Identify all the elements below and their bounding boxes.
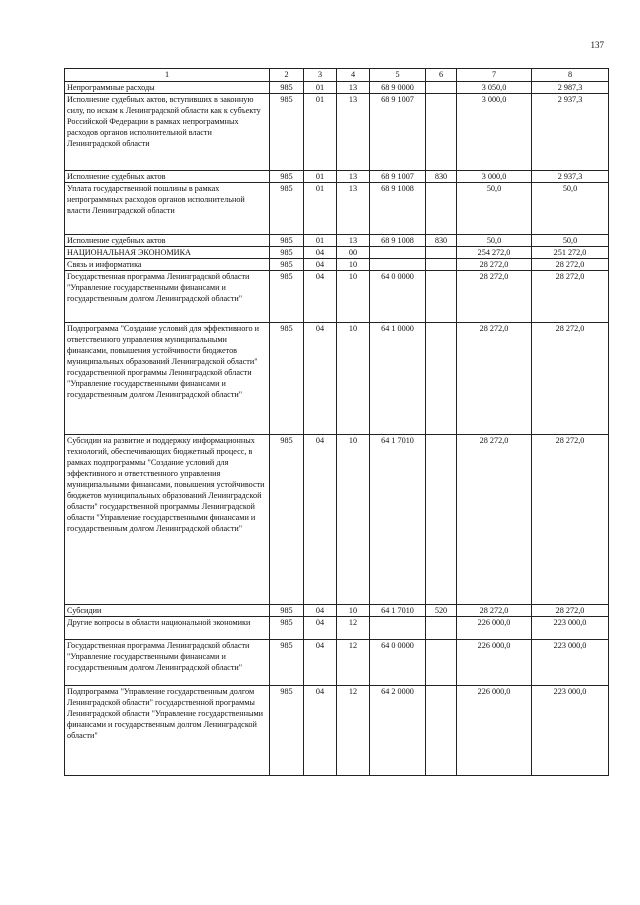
header-cell: 8 bbox=[532, 69, 609, 82]
row-subsection-code: 13 bbox=[337, 235, 370, 247]
row-name: НАЦИОНАЛЬНАЯ ЭКОНОМИКА bbox=[65, 247, 270, 259]
row-admin-code: 985 bbox=[270, 247, 304, 259]
row-admin-code: 985 bbox=[270, 235, 304, 247]
row-amount-plan: 28 272,0 bbox=[457, 605, 532, 617]
table-row bbox=[65, 94, 609, 171]
row-amount-actual: 28 272,0 bbox=[532, 271, 609, 323]
row-name: Государственная программа Ленинградской области "Управление государственными финансами и государственным долгом Ленинградской области" bbox=[65, 640, 270, 686]
row-target-code: 64 0 0000 bbox=[370, 640, 426, 686]
row-amount-plan: 28 272,0 bbox=[457, 271, 532, 323]
row-section-code: 04 bbox=[304, 259, 337, 271]
row-target-code: 64 0 0000 bbox=[370, 271, 426, 323]
row-expense-type bbox=[426, 323, 457, 435]
row-expense-type bbox=[426, 271, 457, 323]
row-subsection-code: 12 bbox=[337, 617, 370, 640]
row-name: Исполнение судебных актов bbox=[65, 171, 270, 183]
row-amount-plan: 3 050,0 bbox=[457, 82, 532, 94]
row-amount-plan: 3 000,0 bbox=[457, 94, 532, 171]
row-amount-actual: 2 937,3 bbox=[532, 171, 609, 183]
row-expense-type: 830 bbox=[426, 171, 457, 183]
row-name: Непрограммные расходы bbox=[65, 82, 270, 94]
row-target-code bbox=[370, 259, 426, 271]
row-target-code: 64 1 7010 bbox=[370, 435, 426, 605]
row-expense-type bbox=[426, 82, 457, 94]
header-cell: 2 bbox=[270, 69, 304, 82]
row-amount-actual: 28 272,0 bbox=[532, 259, 609, 271]
row-subsection-code: 10 bbox=[337, 435, 370, 605]
header-cell: 3 bbox=[304, 69, 337, 82]
row-amount-actual: 28 272,0 bbox=[532, 435, 609, 605]
header-cell: 7 bbox=[457, 69, 532, 82]
row-target-code bbox=[370, 247, 426, 259]
row-expense-type: 520 bbox=[426, 605, 457, 617]
row-name: Другие вопросы в области национальной экономики bbox=[65, 617, 270, 640]
row-target-code: 64 1 7010 bbox=[370, 605, 426, 617]
table-row bbox=[65, 435, 609, 605]
row-admin-code: 985 bbox=[270, 82, 304, 94]
table-row bbox=[65, 640, 609, 686]
row-name: Подпрограмма "Управление государственным долгом Ленинградской области" государственной программы Ленинградской области "Управление государственными финансами и государственным долгом Ленинградской области" bbox=[65, 686, 270, 776]
row-subsection-code: 13 bbox=[337, 171, 370, 183]
row-amount-actual: 50,0 bbox=[532, 183, 609, 235]
row-amount-actual: 28 272,0 bbox=[532, 323, 609, 435]
row-admin-code: 985 bbox=[270, 183, 304, 235]
row-subsection-code: 12 bbox=[337, 640, 370, 686]
table-row bbox=[65, 617, 609, 640]
row-admin-code: 985 bbox=[270, 323, 304, 435]
row-expense-type bbox=[426, 435, 457, 605]
row-section-code: 04 bbox=[304, 271, 337, 323]
row-name: Исполнение судебных актов bbox=[65, 235, 270, 247]
row-section-code: 01 bbox=[304, 82, 337, 94]
row-admin-code: 985 bbox=[270, 259, 304, 271]
row-amount-plan: 50,0 bbox=[457, 183, 532, 235]
table-row bbox=[65, 259, 609, 271]
row-amount-plan: 226 000,0 bbox=[457, 640, 532, 686]
row-section-code: 04 bbox=[304, 617, 337, 640]
row-admin-code: 985 bbox=[270, 605, 304, 617]
row-admin-code: 985 bbox=[270, 640, 304, 686]
row-section-code: 04 bbox=[304, 605, 337, 617]
row-admin-code: 985 bbox=[270, 171, 304, 183]
row-expense-type bbox=[426, 183, 457, 235]
row-subsection-code: 00 bbox=[337, 247, 370, 259]
row-amount-actual: 28 272,0 bbox=[532, 605, 609, 617]
row-amount-actual: 251 272,0 bbox=[532, 247, 609, 259]
row-name: Субсидии bbox=[65, 605, 270, 617]
row-expense-type: 830 bbox=[426, 235, 457, 247]
row-admin-code: 985 bbox=[270, 686, 304, 776]
row-expense-type bbox=[426, 94, 457, 171]
row-section-code: 04 bbox=[304, 640, 337, 686]
row-section-code: 01 bbox=[304, 235, 337, 247]
row-section-code: 04 bbox=[304, 323, 337, 435]
row-amount-actual: 2 937,3 bbox=[532, 94, 609, 171]
row-subsection-code: 13 bbox=[337, 183, 370, 235]
row-admin-code: 985 bbox=[270, 617, 304, 640]
row-amount-plan: 28 272,0 bbox=[457, 259, 532, 271]
row-target-code bbox=[370, 617, 426, 640]
row-target-code: 64 2 0000 bbox=[370, 686, 426, 776]
row-target-code: 68 9 1007 bbox=[370, 94, 426, 171]
row-section-code: 04 bbox=[304, 435, 337, 605]
row-subsection-code: 10 bbox=[337, 271, 370, 323]
row-subsection-code: 10 bbox=[337, 259, 370, 271]
row-subsection-code: 13 bbox=[337, 94, 370, 171]
row-amount-actual: 223 000,0 bbox=[532, 686, 609, 776]
row-amount-actual: 223 000,0 bbox=[532, 640, 609, 686]
row-section-code: 01 bbox=[304, 94, 337, 171]
row-target-code: 68 9 0000 bbox=[370, 82, 426, 94]
row-name: Подпрограмма "Создание условий для эффективного и ответственного управления муниципальными финансами, повышения устойчивости бюджетов муниципальных образований Ленинградской области" государственной программы Ленинградской области "Управление государственными финансами и государственным долгом Ленинградской области" bbox=[65, 323, 270, 435]
row-expense-type bbox=[426, 259, 457, 271]
row-amount-actual: 223 000,0 bbox=[532, 617, 609, 640]
row-name: Государственная программа Ленинградской области "Управление государственными финансами и государственным долгом Ленинградской области" bbox=[65, 271, 270, 323]
row-section-code: 01 bbox=[304, 171, 337, 183]
table-row bbox=[65, 271, 609, 323]
header-cell: 1 bbox=[65, 69, 270, 82]
table-row bbox=[65, 171, 609, 183]
row-amount-plan: 226 000,0 bbox=[457, 686, 532, 776]
header-cell: 4 bbox=[337, 69, 370, 82]
row-target-code: 68 9 1008 bbox=[370, 183, 426, 235]
header-row bbox=[65, 69, 609, 82]
header-cell: 6 bbox=[426, 69, 457, 82]
row-amount-plan: 28 272,0 bbox=[457, 435, 532, 605]
row-admin-code: 985 bbox=[270, 94, 304, 171]
row-admin-code: 985 bbox=[270, 271, 304, 323]
row-expense-type bbox=[426, 686, 457, 776]
row-name: Субсидии на развитие и поддержку информационных технологий, обеспечивающих бюджетный процесс, в рамках подпрограммы "Создание условий для эффективного и ответственного управления муниципальными финансами, повышения устойчивости бюджетов муниципальных образований Ленинградской области" государственной программы Ленинградской области "Управление государственными финансами и государственным долгом Ленинградской области" bbox=[65, 435, 270, 605]
row-admin-code: 985 bbox=[270, 435, 304, 605]
row-amount-plan: 50,0 bbox=[457, 235, 532, 247]
budget-table bbox=[64, 68, 609, 776]
row-section-code: 04 bbox=[304, 686, 337, 776]
row-name: Исполнение судебных актов, вступивших в законную силу, по искам к Ленинградской области как к субъекту Российской Федерации в рамках непрограммных расходов органов исполнительной власти Ленинградской области bbox=[65, 94, 270, 171]
table-row bbox=[65, 82, 609, 94]
row-amount-plan: 3 000,0 bbox=[457, 171, 532, 183]
row-amount-plan: 226 000,0 bbox=[457, 617, 532, 640]
row-amount-plan: 254 272,0 bbox=[457, 247, 532, 259]
table-row bbox=[65, 247, 609, 259]
row-target-code: 68 9 1008 bbox=[370, 235, 426, 247]
row-section-code: 01 bbox=[304, 183, 337, 235]
row-subsection-code: 13 bbox=[337, 82, 370, 94]
table-row bbox=[65, 323, 609, 435]
row-target-code: 68 9 1007 bbox=[370, 171, 426, 183]
table-row bbox=[65, 605, 609, 617]
row-expense-type bbox=[426, 617, 457, 640]
table-row bbox=[65, 235, 609, 247]
row-expense-type bbox=[426, 247, 457, 259]
row-section-code: 04 bbox=[304, 247, 337, 259]
row-target-code: 64 1 0000 bbox=[370, 323, 426, 435]
row-amount-plan: 28 272,0 bbox=[457, 323, 532, 435]
row-subsection-code: 10 bbox=[337, 323, 370, 435]
header-cell: 5 bbox=[370, 69, 426, 82]
row-name: Связь и информатика bbox=[65, 259, 270, 271]
table-row bbox=[65, 183, 609, 235]
page-number: 137 bbox=[590, 40, 604, 50]
row-expense-type bbox=[426, 640, 457, 686]
row-name: Уплата государственной пошлины в рамках непрограммных расходов органов исполнительной власти Ленинградской области bbox=[65, 183, 270, 235]
row-amount-actual: 2 987,3 bbox=[532, 82, 609, 94]
table-row bbox=[65, 686, 609, 776]
row-subsection-code: 12 bbox=[337, 686, 370, 776]
row-amount-actual: 50,0 bbox=[532, 235, 609, 247]
row-subsection-code: 10 bbox=[337, 605, 370, 617]
